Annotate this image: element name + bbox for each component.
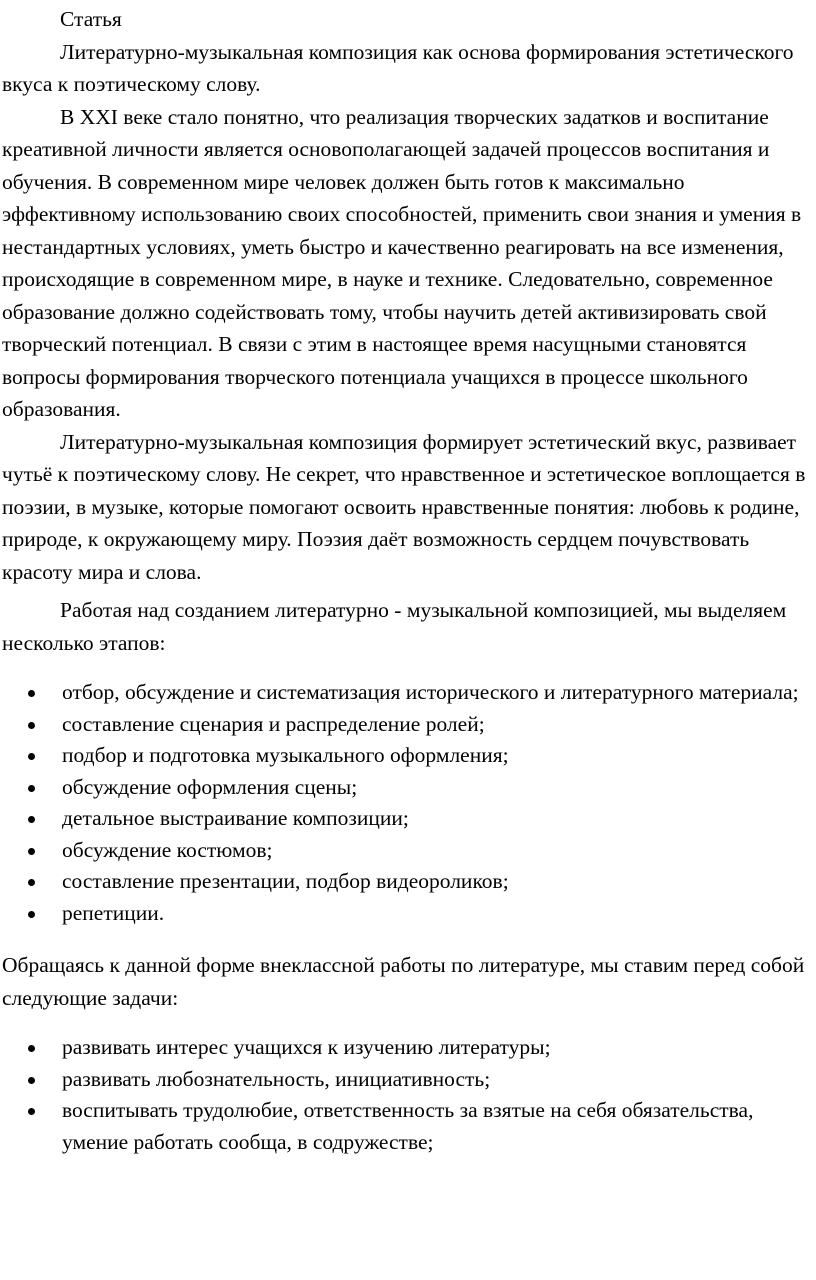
bullet-icon	[28, 722, 35, 729]
list-item-text: отбор, обсуждение и систематизация исторического и литературного материала;	[62, 680, 799, 704]
stages-list	[2, 677, 811, 929]
list-item	[2, 677, 811, 709]
list-item-text: репетиции.	[62, 900, 165, 925]
list-item-text: развивать интерес учащихся к изучению литературы;	[62, 1035, 551, 1059]
tasks-list	[2, 1032, 811, 1158]
list-item	[2, 898, 811, 930]
list-item	[2, 1095, 811, 1158]
bullet-icon	[28, 816, 35, 823]
list-item	[2, 835, 811, 867]
bullet-icon	[28, 848, 35, 855]
list-item	[2, 1064, 811, 1096]
bullet-icon	[28, 690, 35, 697]
list-item-text: подбор и подготовка музыкального оформления;	[62, 743, 509, 767]
bullet-icon	[28, 1108, 35, 1115]
list-item-text: развивать любознательность, инициативность;	[62, 1066, 491, 1091]
list-item	[2, 803, 811, 835]
bullet-icon	[28, 785, 35, 792]
list-item	[2, 740, 811, 772]
list-item-text: составление презентации, подбор видеороликов;	[62, 869, 509, 893]
list-item-text: детальное выстраивание композиции;	[62, 806, 409, 830]
list-item-text: обсуждение костюмов;	[62, 837, 273, 862]
article-title: Литературно-музыкальная композиция как основа формирования эстетического вкуса к поэтическому слову.	[2, 39, 794, 96]
bullet-icon	[28, 1045, 35, 1052]
list-item-text: обсуждение оформления сцены;	[62, 774, 358, 799]
list-item	[2, 1032, 811, 1064]
list-item	[2, 772, 811, 804]
tasks-intro: Обращаясь к данной форме внеклассной работы по литературе, мы ставим перед собой следующие задачи:	[2, 953, 805, 1010]
bullet-icon	[28, 879, 35, 886]
list-item-text: составление сценария и распределение ролей;	[62, 711, 485, 736]
list-item-text: воспитывать трудолюбие, ответственность за взятые на себя обязательства, умение работать сообща, в содружестве;	[62, 1098, 754, 1154]
bullet-icon	[28, 911, 35, 918]
bullet-icon	[28, 1077, 35, 1084]
list-item	[2, 866, 811, 898]
stages-intro: Работая над созданием литературно - музыкальной композицией, мы выделяем несколько этапов:	[2, 598, 787, 655]
bullet-icon	[28, 753, 35, 760]
paragraph-intro: В XXI веке стало понятно, что реализация творческих задатков и воспитание креативной личности является основополагающей задачей процессов воспитания и обучения. В современном мире человек должен быть готов к максимально эффективному использованию своих способностей, применить свои знания и умения в нестандартных условиях, уметь быстро и качественно реагировать на все изменения, происходящие в современном мире, в науке и технике. Следовательно, современное образование должно содействовать тому, чтобы научить детей активизировать свой творческий потенциал. В связи с этим в настоящее время насущными становятся вопросы формирования творческого потенциала учащихся в процессе школьного образования.	[2, 104, 802, 421]
paragraph-composition: Литературно-музыкальная композиция формирует эстетический вкус, развивает чутьё к поэтическому слову. Не секрет, что нравственное и эстетическое воплощается в поэзии, в музыке, которые помогают освоить нравственные понятия: любовь к родине, природе, к окружающему миру. Поэзия даёт возможность сердцем почувствовать красоту мира и слова.	[2, 429, 806, 584]
article-label: Статья	[60, 7, 122, 31]
list-item	[2, 709, 811, 741]
